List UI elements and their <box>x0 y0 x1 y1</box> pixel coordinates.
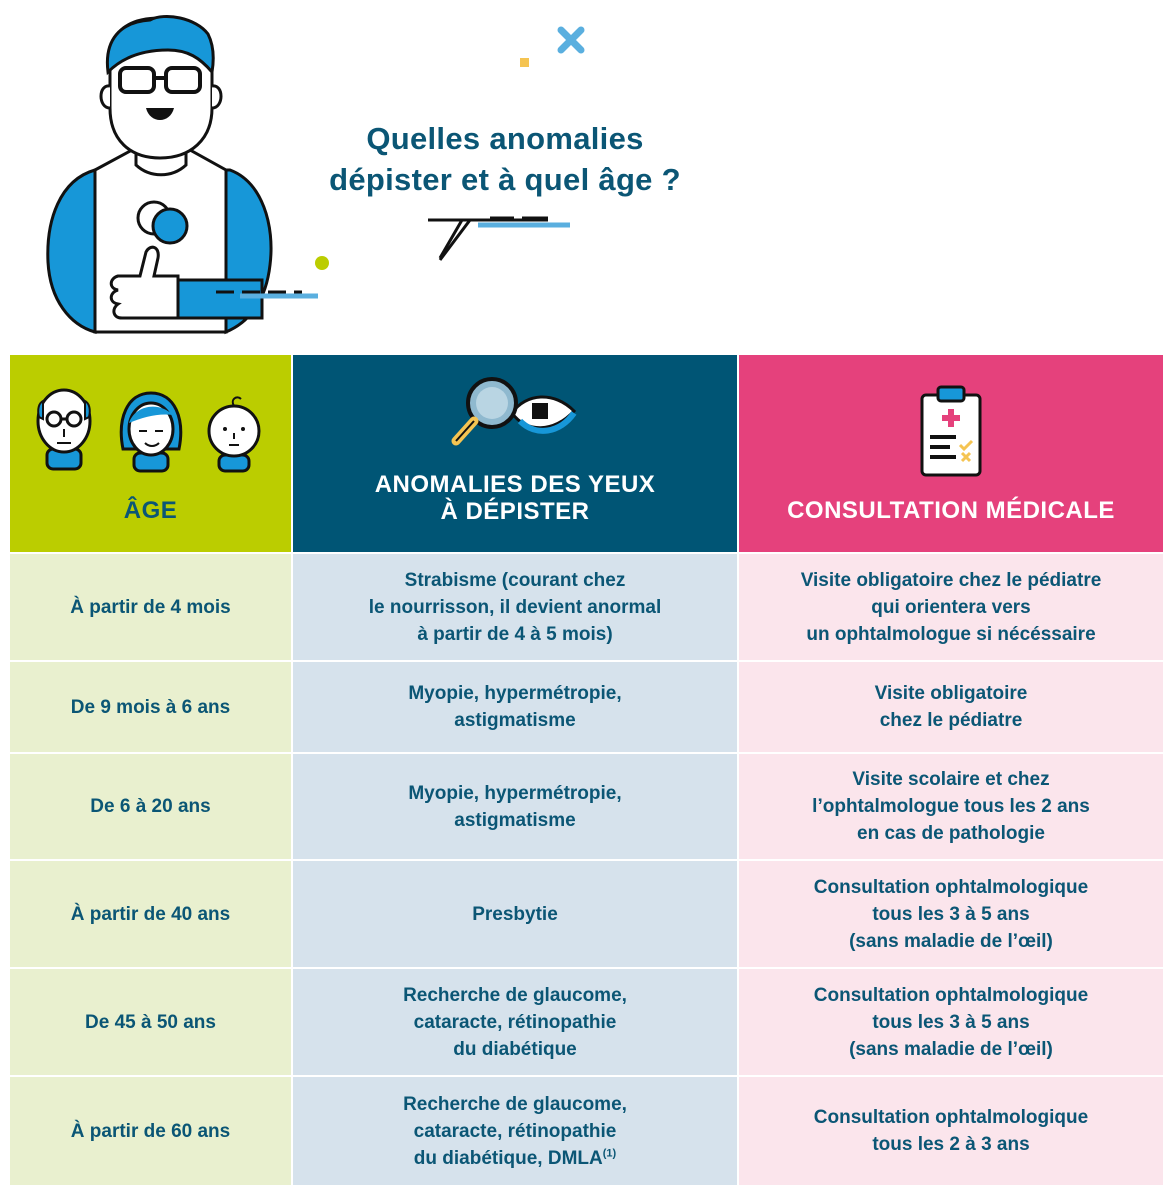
row-1-consult <box>739 554 1163 662</box>
speech-bubble-tail <box>428 218 570 260</box>
row-4-age: À partir de 40 ans <box>10 861 293 969</box>
row-6-eye-line: Recherche de glaucome, <box>403 1093 627 1115</box>
row-6-consult-line: tous les 2 à 3 ans <box>872 1134 1030 1155</box>
title-line-2: dépister et à quel âge ? <box>329 162 681 197</box>
row-6-eye-line-text: du diabétique, DMLA <box>413 1147 603 1169</box>
row-1-consult-line: Visite obligatoire chez le pédiatre <box>800 569 1102 591</box>
row-1-consult-line: qui orientera vers <box>871 596 1031 618</box>
header-eye-label-line-2: À DÉPISTER <box>440 498 590 525</box>
row-6-age: À partir de 60 ans <box>10 1077 293 1185</box>
header-age-label: ÂGE <box>123 497 178 524</box>
row-5-eye-line: Recherche de glaucome, <box>403 984 627 1006</box>
doctor-body <box>48 150 318 332</box>
page-title <box>290 118 720 200</box>
row-6-eye-line-footnoted <box>403 1145 627 1172</box>
row-6-consult <box>739 1077 1163 1185</box>
row-5-consult-line: tous les 3 à 5 ans <box>872 1011 1030 1033</box>
header-consultation-label: CONSULTATION MÉDICALE <box>787 497 1115 524</box>
row-4-eye-line: Presbytie <box>472 903 558 925</box>
row-3-consult-line: en cas de pathologie <box>857 823 1045 844</box>
row-1-age: À partir de 4 mois <box>10 554 293 662</box>
row-6-eye <box>293 1077 739 1185</box>
row-5-eye-line: du diabétique <box>453 1038 577 1060</box>
row-5-eye <box>293 969 739 1077</box>
row-3-eye-line: astigmatisme <box>454 809 576 831</box>
header-consultation <box>739 355 1163 554</box>
row-2-age: De 9 mois à 6 ans <box>10 662 293 754</box>
row-1-eye-line: Strabisme (courant chez <box>404 569 626 591</box>
row-3-consult-line: l’ophtalmologue tous les 2 ans <box>812 796 1090 817</box>
header-eye-anomalies <box>293 355 739 554</box>
row-3-eye <box>293 754 739 861</box>
row-4-consult-line: Consultation ophtalmologique <box>813 876 1089 898</box>
row-4-eye <box>293 861 739 969</box>
row-3-consult <box>739 754 1163 861</box>
row-2-eye <box>293 662 739 754</box>
row-1-eye-line: le nourrisson, il devient anormal <box>368 596 662 618</box>
three-faces-icon <box>31 379 271 479</box>
row-3-consult-line: Visite scolaire et chez <box>852 769 1050 790</box>
row-3-age: De 6 à 20 ans <box>10 754 293 861</box>
screening-table <box>10 355 1163 1185</box>
row-4-consult <box>739 861 1163 969</box>
row-6-eye-line: cataracte, rétinopathie <box>413 1120 617 1142</box>
doctor-head <box>101 16 221 174</box>
row-5-eye-line: cataracte, rétinopathie <box>413 1011 617 1033</box>
header-eye-label-line-1: ANOMALIES DES YEUX <box>374 471 656 498</box>
row-5-consult <box>739 969 1163 1077</box>
header-age <box>10 355 293 554</box>
row-3-eye-line: Myopie, hypermétropie, <box>408 782 622 804</box>
row-4-consult-line: (sans maladie de l’œil) <box>849 930 1053 952</box>
row-5-consult-line: (sans maladie de l’œil) <box>849 1038 1053 1060</box>
header-eye-label <box>375 471 656 525</box>
row-1-eye <box>293 554 739 662</box>
row-5-age: De 45 à 50 ans <box>10 969 293 1077</box>
row-1-consult-line: un ophtalmologue si nécéssaire <box>806 623 1096 645</box>
magnifier-eye-icon <box>450 375 580 451</box>
row-6-consult-line: Consultation ophtalmologique <box>813 1107 1089 1128</box>
row-2-consult-line: chez le pédiatre <box>879 710 1023 731</box>
row-2-eye-line: astigmatisme <box>454 710 576 731</box>
row-2-eye-line: Myopie, hypermétropie, <box>408 683 622 704</box>
title-line-1: Quelles anomalies <box>366 121 644 156</box>
row-2-consult <box>739 662 1163 754</box>
footnote-marker: (1) <box>602 1147 617 1160</box>
row-1-eye-line: à partir de 4 à 5 mois) <box>417 623 613 645</box>
row-2-consult-line: Visite obligatoire <box>874 683 1028 704</box>
clipboard-checklist-icon <box>916 381 986 481</box>
row-4-consult-line: tous les 3 à 5 ans <box>872 903 1030 925</box>
row-5-consult-line: Consultation ophtalmologique <box>813 984 1089 1006</box>
